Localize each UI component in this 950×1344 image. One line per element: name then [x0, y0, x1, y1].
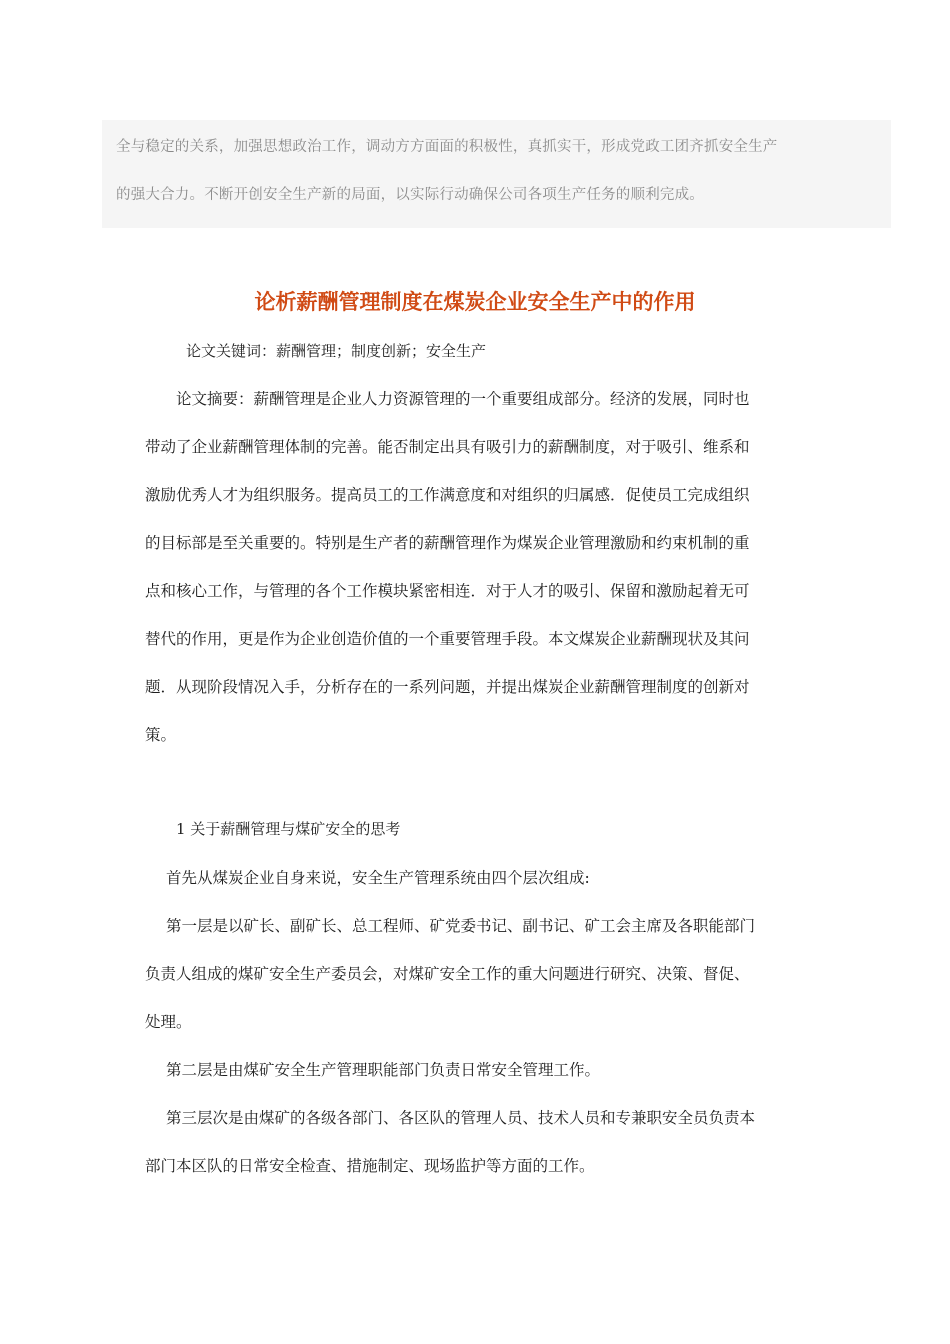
- abstract-line: 论文摘要：薪酬管理是企业人力资源管理的一个重要组成部分。经济的发展，同时也: [176, 390, 750, 408]
- abstract-line: 题．从现阶段情况入手，分析存在的一系列问题，并提出煤炭企业薪酬管理制度的创新对: [145, 678, 750, 696]
- body-line: 负责人组成的煤矿安全生产委员会，对煤矿安全工作的重大问题进行研究、决策、督促、: [145, 965, 750, 983]
- article-title: 论析薪酬管理制度在煤炭企业安全生产中的作用: [254, 290, 696, 314]
- abstract-line: 带动了企业薪酬管理体制的完善。能否制定出具有吸引力的薪酬制度，对于吸引、维系和: [145, 438, 750, 456]
- body-line: 处理。: [145, 1013, 192, 1031]
- abstract-line: 点和核心工作，与管理的各个工作模块紧密相连．对于人才的吸引、保留和激励起着无可: [145, 582, 750, 600]
- abstract-line: 策。: [145, 726, 177, 744]
- abstract-line: 替代的作用，更是作为企业创造价值的一个重要管理手段。本文煤炭企业薪酬现状及其问: [145, 630, 750, 648]
- abstract-line: 激励优秀人才为组织服务。提高员工的工作满意度和对组织的归属感．促使员工完成组织: [145, 486, 750, 504]
- body-line: 第一层是以矿长、副矿长、总工程师、矿党委书记、副书记、矿工会主席及各职能部门: [166, 917, 756, 935]
- body-line: 第二层是由煤矿安全生产管理职能部门负责日常安全管理工作。: [166, 1061, 601, 1079]
- keywords-line: 论文关键词：薪酬管理；制度创新；安全生产: [186, 342, 487, 360]
- top-excerpt-line-2: 的强大合力。不断开创安全生产新的局面，以实际行动确保公司各项生产任务的顺利完成。: [116, 187, 704, 203]
- body-line: 第三层次是由煤矿的各级各部门、各区队的管理人员、技术人员和专兼职安全员负责本: [166, 1109, 756, 1127]
- body-line: 部门本区队的日常安全检查、措施制定、现场监护等方面的工作。: [145, 1157, 595, 1175]
- top-excerpt-line-1: 全与稳定的关系，加强思想政治工作，调动方方面面的积极性，真抓实干，形成党政工团齐抓安全生产: [116, 139, 778, 155]
- section-heading: 1 关于薪酬管理与煤矿安全的思考: [176, 820, 401, 838]
- abstract-line: 的目标部是至关重要的。特别是生产者的薪酬管理作为煤炭企业管理激励和约束机制的重: [145, 534, 750, 552]
- body-line: 首先从煤炭企业自身来说，安全生产管理系统由四个层次组成:: [166, 869, 590, 887]
